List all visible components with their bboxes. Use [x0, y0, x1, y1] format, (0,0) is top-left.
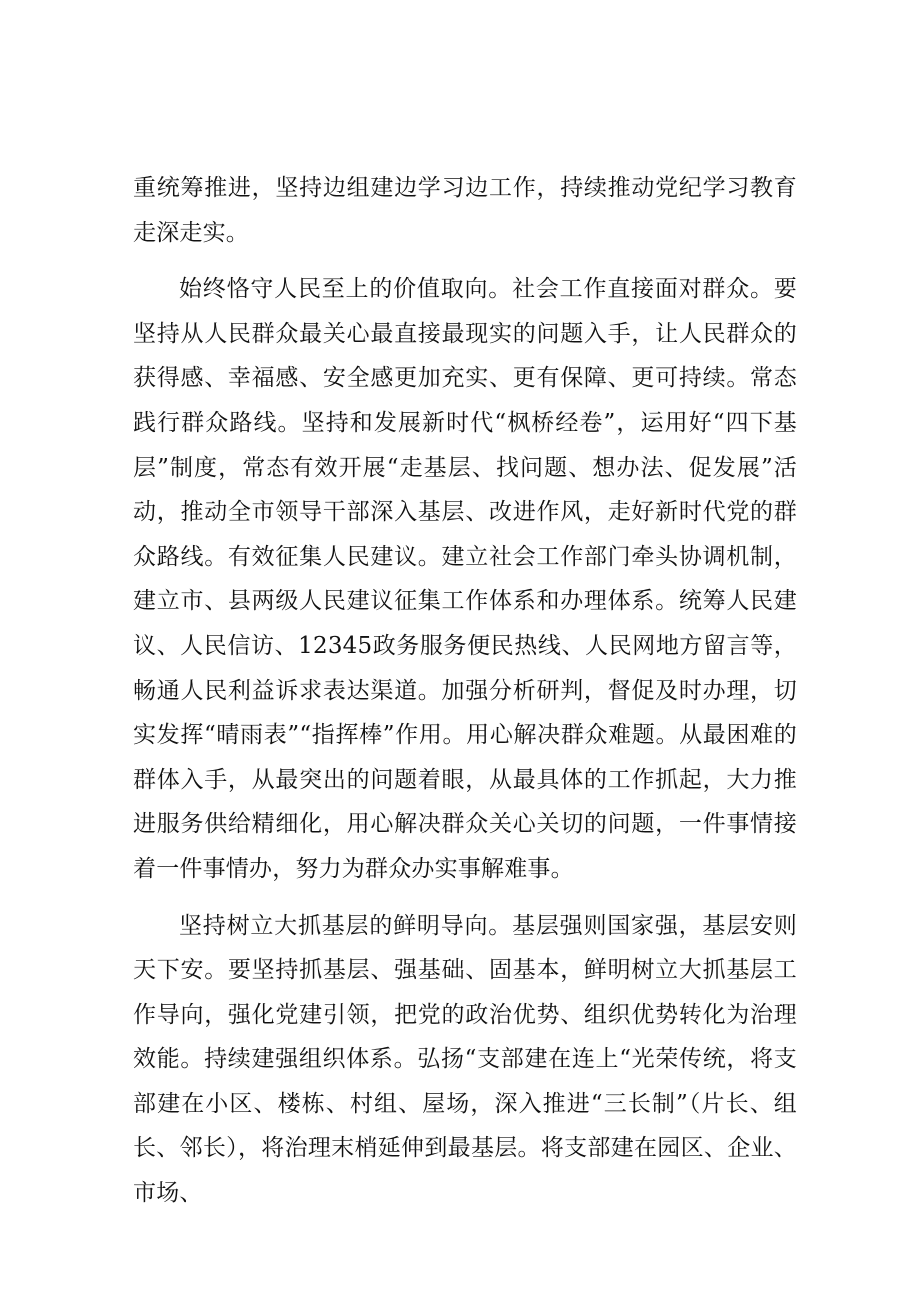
- paragraph-spacer: [133, 892, 797, 904]
- document-body: [133, 166, 797, 1216]
- paragraph-grassroots: 坚持树立大抓基层的鲜明导向。基层强则国家强，基层安则天下安。要坚持抓基层、强基础、固基本，鲜明树立大抓基层工作导向，强化党建引领，把党的政治优势、组织优势转化为治理效能。持续建强组织体系。弘扬“支部建在连上“光荣传统，将支部建在小区、楼栋、村组、屋场，深入推进“三长制”（片长、组长、邻长），将治理末梢延伸到最基层。将支部建在园区、企业、市场、: [133, 912, 797, 1207]
- paragraph-spacer: [133, 255, 797, 267]
- paragraph-people-first: 始终恪守人民至上的价值取向。社会工作直接面对群众。要坚持从人民群众最关心最直接最现实的问题入手，让人民群众的获得感、幸福感、安全感更加充实、更有保障、更可持续。常态践行群众路线。坚持和发展新时代“枫桥经卷”，运用好“四下基层”制度，常态有效开展“走基层、找问题、想办法、促发展”活动，推动全市领导干部深入基层、改进作风，走好新时代党的群众路线。有效征集人民建议。建立社会工作部门牵头协调机制，建立市、县两级人民建议征集工作体系和办理体系。统筹人民建议、人民信访、12345政务服务便民热线、人民网地方留言等，畅通人民利益诉求表达渠道。加强分析研判，督促及时办理，切实发挥“晴雨表”“指挥棒”作用。用心解决群众难题。从最困难的群体入手，从最突出的问题着眼，从最具体的工作抓起，大力推进服务供给精细化，用心解决群众关心关切的问题，一件事情接着一件事情办，努力为群众办实事解难事。: [133, 276, 797, 882]
- paragraph-continuation: 重统筹推进，坚持边组建边学习边工作，持续推动党纪学习教育走深走实。: [133, 175, 797, 246]
